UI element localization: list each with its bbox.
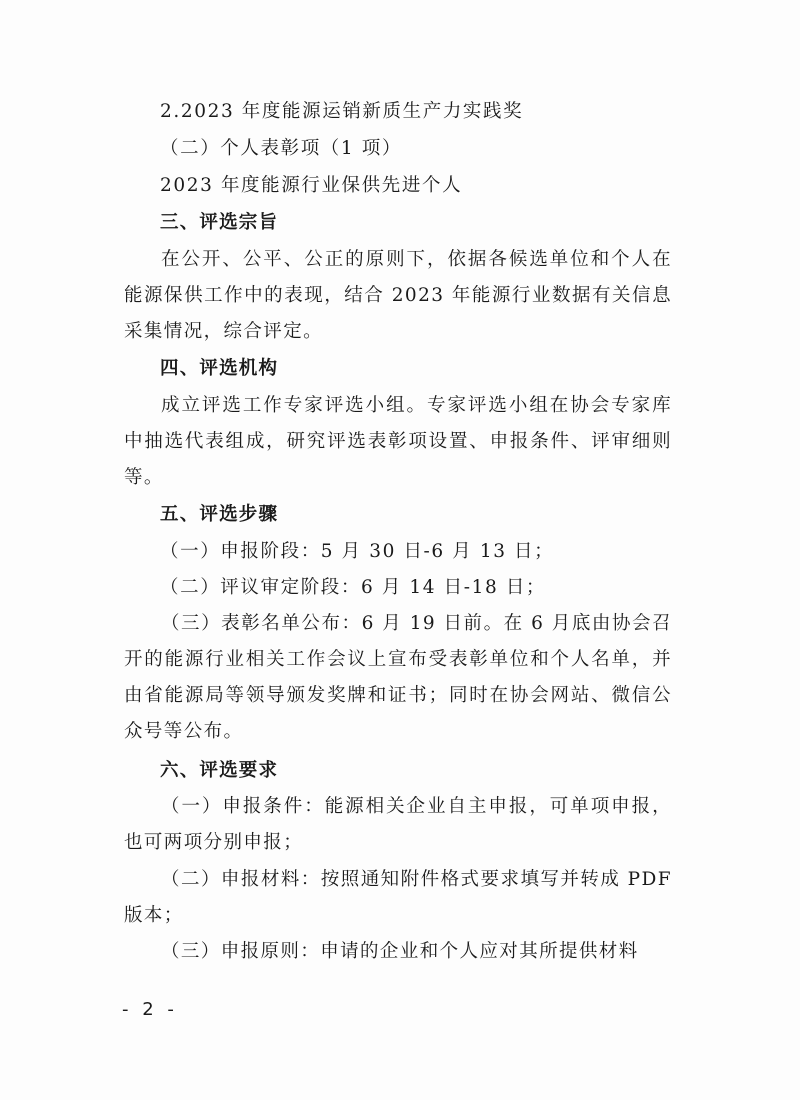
requirement-materials-paragraph: （二）申报材料：按照通知附件格式要求填写并转成 PDF 版本； — [124, 869, 672, 926]
section-heading-requirements: 六、评选要求 — [160, 760, 279, 781]
page-number: - 2 - — [122, 999, 178, 1020]
individual-awards-heading: （二）个人表彰项（1 项） — [160, 138, 402, 159]
step-announcement-paragraph: （三）表彰名单公布：6 月 19 日前。在 6 月底由协会召开的能源行业相关工作会议上宣布受表彰单位和个人名单，并由省能源局等领导颁发奖牌和证书；同时在协会网站、微信公众号等公布。 — [124, 613, 672, 742]
section-heading-purpose: 三、评选宗旨 — [160, 212, 279, 233]
step-review: （二）评议审定阶段：6 月 14 日-18 日； — [160, 577, 547, 598]
award-item-2: 2.2023 年度能源运销新质生产力实践奖 — [160, 101, 524, 122]
individual-award-item: 2023 年度能源行业保供先进个人 — [160, 175, 463, 196]
requirement-principle-paragraph: （三）申报原则：申请的企业和个人应对其所提供材料 — [161, 941, 639, 962]
purpose-paragraph: 在公开、公平、公正的原则下，依据各候选单位和个人在能源保供工作中的表现，结合 2023 年能源行业数据有关信息采集情况，综合评定。 — [124, 249, 672, 342]
organization-paragraph: 成立评选工作专家评选小组。专家评选小组在协会专家库中抽选代表组成，研究评选表彰项设置、申报条件、评审细则等。 — [124, 395, 672, 488]
requirement-conditions-paragraph: （一）申报条件：能源相关企业自主申报，可单项申报，也可两项分别申报； — [124, 796, 672, 853]
step-application: （一）申报阶段：5 月 30 日-6 月 13 日； — [160, 541, 555, 562]
section-heading-organization: 四、评选机构 — [160, 358, 279, 379]
section-heading-steps: 五、评选步骤 — [160, 504, 279, 525]
